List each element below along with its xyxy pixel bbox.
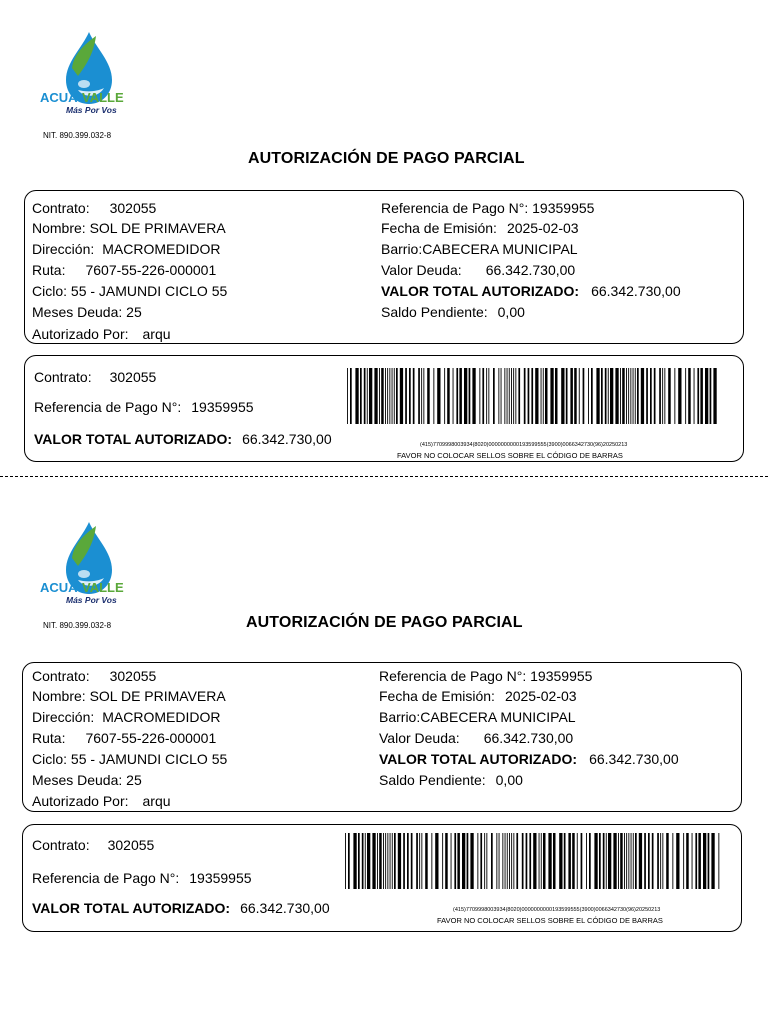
barcode-bar xyxy=(480,833,482,889)
autorizado-por-value: arqu xyxy=(142,326,171,342)
barcode-bar xyxy=(416,833,418,889)
barcode-bar xyxy=(633,833,634,889)
barcode-bar xyxy=(652,833,654,889)
barcode-bar xyxy=(685,368,686,424)
barcode-bar xyxy=(398,833,401,889)
barcode-bar xyxy=(676,833,679,889)
barcode-bar xyxy=(392,368,393,424)
barcode-bar xyxy=(700,368,703,424)
barcode-bar xyxy=(507,833,508,889)
barcode-bar xyxy=(394,368,395,424)
ciclo-row: Ciclo: 55 - JAMUNDI CICLO 55 xyxy=(32,283,228,299)
barcode-bar xyxy=(626,368,627,424)
barcode-bar xyxy=(390,833,391,889)
barcode xyxy=(345,833,721,889)
barcode-bar xyxy=(586,833,587,889)
barcode-bar xyxy=(379,368,380,424)
barcode-bar xyxy=(394,833,396,889)
barcode-bar xyxy=(541,368,542,424)
barcode-bar xyxy=(482,368,484,424)
contrato-value: 302055 xyxy=(109,200,157,216)
barcode-bar xyxy=(630,368,631,424)
barcode-bar xyxy=(396,368,398,424)
barcode-bar xyxy=(407,833,409,889)
direccion-row: Dirección: MACROMEDIDOR xyxy=(32,241,221,257)
barcode-bar xyxy=(364,368,366,424)
barcode-bar xyxy=(603,833,605,889)
barcode-bar xyxy=(418,368,420,424)
payment-authorization-copy-1 xyxy=(0,0,768,470)
barcode-bar xyxy=(579,368,580,424)
referencia-row: Referencia de Pago N°: 19359955 xyxy=(381,200,595,216)
valor-total-row: VALOR TOTAL AUTORIZADO: 66.342.730,00 xyxy=(381,283,681,299)
barcode-bar xyxy=(543,368,544,424)
barcode-bar xyxy=(674,368,675,424)
barcode-bar xyxy=(550,368,553,424)
barcode-bar xyxy=(513,833,514,889)
barcode xyxy=(347,368,717,424)
barcode-bar xyxy=(570,368,573,424)
barcode-bar xyxy=(411,833,413,889)
barcode-bar xyxy=(624,833,625,889)
barcode-bar xyxy=(659,368,661,424)
autorizado-por-row: Autorizado Por: arqu xyxy=(32,793,171,809)
barcode-bar xyxy=(541,833,542,889)
barcode-bar xyxy=(502,833,503,889)
barcode-bar xyxy=(606,833,607,889)
barcode-bar xyxy=(345,833,346,889)
barcode-bar xyxy=(425,833,428,889)
barcode-bar xyxy=(515,368,516,424)
company-nit: NIT. 890.399.032-8 xyxy=(43,131,112,140)
barcode-bar xyxy=(620,833,623,889)
barcode-bar xyxy=(387,833,388,889)
barcode-bar xyxy=(511,368,512,424)
barcode-bar xyxy=(539,833,540,889)
nombre-value: SOL DE PRIMAVERA xyxy=(89,220,226,236)
direccion-row: Dirección: MACROMEDIDOR xyxy=(32,709,221,725)
barcode-bar xyxy=(518,368,520,424)
barcode-bar xyxy=(635,368,636,424)
barcode-bar xyxy=(686,833,689,889)
barrio-row: Barrio:CABECERA MUNICIPAL xyxy=(379,709,576,725)
payment-slip-box xyxy=(24,355,744,462)
barcode-bar xyxy=(633,368,634,424)
barcode-bar xyxy=(710,368,712,424)
barcode-bar xyxy=(688,368,691,424)
barcode-bar xyxy=(377,833,378,889)
barcode-bar xyxy=(379,833,382,889)
barcode-bar xyxy=(433,368,434,424)
barcode-bar xyxy=(456,368,458,424)
barcode-bar xyxy=(588,368,589,424)
barcode-bar xyxy=(486,368,487,424)
barcode-bar xyxy=(694,368,695,424)
barcode-bar xyxy=(369,368,372,424)
slip-contrato-row: Contrato: 302055 xyxy=(34,369,157,385)
valor-total-value: 66.342.730,00 xyxy=(591,283,681,299)
barcode-bar xyxy=(501,368,502,424)
barcode-bar xyxy=(431,833,432,889)
document-title: AUTORIZACIÓN DE PAGO PARCIAL xyxy=(248,150,525,167)
brand-tagline: Más Por Vos xyxy=(66,595,117,605)
slip-contrato-row: Contrato: 302055 xyxy=(32,837,155,853)
barcode-bar xyxy=(601,368,603,424)
barcode-bar xyxy=(457,833,460,889)
barcode-bar xyxy=(526,833,528,889)
barcode-bar xyxy=(499,833,500,889)
barcode-bar xyxy=(451,833,452,889)
barcode-bar xyxy=(513,368,514,424)
barcode-bar xyxy=(367,368,368,424)
barcode-number: (415)7709998003934(8020)0000000000193599555(3900)0066342730(96)20250213 xyxy=(453,907,661,913)
barcode-bar xyxy=(445,833,448,889)
barcode-bar xyxy=(692,833,693,889)
saldo-row: Saldo Pendiente: 0,00 xyxy=(381,304,525,320)
barcode-bar xyxy=(708,833,710,889)
barcode-bar xyxy=(683,833,684,889)
barcode-bar xyxy=(698,833,701,889)
barcode-bar xyxy=(654,368,656,424)
barcode-bar xyxy=(608,368,609,424)
barcode-bar xyxy=(355,368,358,424)
barcode-bar xyxy=(662,368,663,424)
barcode-bar xyxy=(385,833,386,889)
slip-referencia-row: Referencia de Pago N°: 19359955 xyxy=(34,399,254,415)
barcode-bar xyxy=(535,368,538,424)
barcode-bar xyxy=(646,368,648,424)
barcode-bar xyxy=(509,368,510,424)
barcode-bar xyxy=(347,368,348,424)
barcode-note: FAVOR NO COLOCAR SELLOS SOBRE EL CÓDIGO DE BARRAS xyxy=(437,916,663,925)
slip-referencia-row: Referencia de Pago N°: 19359955 xyxy=(32,870,252,886)
ruta-value: 7607-55-226-000001 xyxy=(85,262,217,278)
barcode-bar xyxy=(668,368,671,424)
barcode-bar xyxy=(498,368,499,424)
valor-deuda-row: Valor Deuda: 66.342.730,00 xyxy=(379,730,574,746)
barcode-bar xyxy=(594,833,597,889)
barcode-bar xyxy=(605,368,607,424)
barcode-bar xyxy=(672,833,673,889)
barcode-bar xyxy=(362,833,364,889)
barcode-bar xyxy=(529,833,531,889)
barcode-bar xyxy=(507,368,508,424)
barcode-bar xyxy=(564,833,566,889)
fecha-value: 2025-02-03 xyxy=(506,220,579,236)
barcode-bar xyxy=(555,368,558,424)
barcode-bar xyxy=(348,833,350,889)
barcode-bar xyxy=(703,833,706,889)
barcode-bar xyxy=(479,368,480,424)
barcode-bar xyxy=(367,833,370,889)
valor-deuda-row: Valor Deuda: 66.342.730,00 xyxy=(381,262,576,278)
brand-acua: ACUA xyxy=(40,90,78,105)
valor-total-row: VALOR TOTAL AUTORIZADO: 66.342.730,00 xyxy=(379,751,679,767)
nombre-row: Nombre: SOL DE PRIMAVERA xyxy=(32,220,226,236)
autorizado-por-row: Autorizado Por: arqu xyxy=(32,326,171,342)
barcode-bar xyxy=(583,368,585,424)
fecha-row: Fecha de Emisión: 2025-02-03 xyxy=(379,688,577,704)
barrio-value: CABECERA MUNICIPAL xyxy=(422,241,578,257)
barcode-note: FAVOR NO COLOCAR SELLOS SOBRE EL CÓDIGO DE BARRAS xyxy=(397,451,623,460)
referencia-row: Referencia de Pago N°: 19359955 xyxy=(379,668,593,684)
barcode-bar xyxy=(705,368,708,424)
barcode-bar xyxy=(462,833,465,889)
barcode-bar xyxy=(454,833,456,889)
direccion-value: MACROMEDIDOR xyxy=(102,241,221,257)
barcode-bar xyxy=(637,368,639,424)
barcode-bar xyxy=(599,833,601,889)
barcode-bar xyxy=(400,368,403,424)
barcode-bar xyxy=(553,833,556,889)
ciclo-value: 55 - JAMUNDI CICLO 55 xyxy=(70,283,228,299)
payment-authorization-copy-2 xyxy=(0,468,768,938)
barcode-bar xyxy=(574,368,577,424)
barrio-row: Barrio:CABECERA MUNICIPAL xyxy=(381,241,578,257)
barcode-bar xyxy=(413,368,415,424)
slip-valor-total-row: VALOR TOTAL AUTORIZADO: 66.342.730,00 xyxy=(34,431,332,447)
barcode-bar xyxy=(421,368,422,424)
barcode-bar xyxy=(350,368,352,424)
barcode-bar xyxy=(504,368,505,424)
barcode-bar xyxy=(666,833,669,889)
barcode-bar xyxy=(628,833,629,889)
barcode-bar xyxy=(711,833,714,889)
barcode-bar xyxy=(610,368,613,424)
barcode-bar xyxy=(713,368,716,424)
barcode-bar xyxy=(577,833,578,889)
barcode-bar xyxy=(635,833,637,889)
barcode-bar xyxy=(477,833,478,889)
barcode-bar xyxy=(360,368,362,424)
barcode-bar xyxy=(511,833,512,889)
barcode-bar xyxy=(509,833,510,889)
barcode-bar xyxy=(545,368,548,424)
barcode-bar xyxy=(613,833,616,889)
barcode-bar xyxy=(437,368,440,424)
brand-tagline: Más Por Vos xyxy=(66,105,117,115)
barcode-bar xyxy=(453,368,454,424)
barcode-bar xyxy=(435,833,438,889)
barcode-bar xyxy=(467,833,469,889)
barcode-bar xyxy=(470,833,473,889)
brand-valle: VALLE xyxy=(82,90,124,105)
barcode-bar xyxy=(528,368,530,424)
barcode-bar xyxy=(639,833,642,889)
barcode-bar xyxy=(657,833,659,889)
barcode-bar xyxy=(589,833,591,889)
brand-acua: ACUA xyxy=(40,580,78,595)
slip-valor-total-row: VALOR TOTAL AUTORIZADO: 66.342.730,00 xyxy=(32,900,330,916)
barcode-bar xyxy=(381,368,384,424)
barcode-bar xyxy=(631,833,632,889)
barcode-bar xyxy=(596,368,599,424)
payment-slip-box xyxy=(22,824,742,932)
barcode-bar xyxy=(648,833,650,889)
meses-deuda-value: 25 xyxy=(126,304,142,320)
barcode-bar xyxy=(496,833,497,889)
barcode-number: (415)7709998003934(8020)0000000000193599555(3900)0066342730(96)20250213 xyxy=(420,442,628,448)
barcode-bar xyxy=(718,833,719,889)
saldo-row: Saldo Pendiente: 0,00 xyxy=(379,772,523,788)
barcode-bar xyxy=(419,833,420,889)
barcode-bar xyxy=(372,833,375,889)
barcode-bar xyxy=(409,368,411,424)
barcode-bar xyxy=(660,833,661,889)
barcode-bar xyxy=(405,368,407,424)
meses-deuda-row: Meses Deuda: 25 xyxy=(32,772,142,788)
barcode-bar xyxy=(533,833,536,889)
meses-deuda-row: Meses Deuda: 25 xyxy=(32,304,142,320)
barcode-bar xyxy=(516,833,518,889)
barcode-bar xyxy=(374,368,377,424)
barcode-bar xyxy=(531,368,533,424)
barcode-bar xyxy=(427,368,430,424)
barcode-bar xyxy=(559,833,562,889)
company-nit: NIT. 890.399.032-8 xyxy=(43,621,112,630)
nombre-row: Nombre: SOL DE PRIMAVERA xyxy=(32,688,226,704)
barcode-bar xyxy=(697,368,699,424)
barcode-bar xyxy=(543,833,546,889)
valor-deuda-value: 66.342.730,00 xyxy=(485,262,576,278)
barcode-bar xyxy=(484,833,485,889)
barcode-bar xyxy=(568,833,571,889)
barcode-bar xyxy=(383,833,384,889)
barcode-bar xyxy=(620,368,621,424)
barcode-bar xyxy=(442,833,443,889)
barcode-bar xyxy=(387,368,388,424)
referencia-value: 19359955 xyxy=(532,200,595,216)
barcode-bar xyxy=(423,368,424,424)
barcode-bar xyxy=(469,368,471,424)
barcode-bar xyxy=(385,368,386,424)
barcode-bar xyxy=(662,833,663,889)
ruta-row: Ruta: 7607-55-226-000001 xyxy=(32,262,217,278)
barcode-bar xyxy=(447,368,450,424)
barcode-bar xyxy=(591,368,593,424)
barcode-bar xyxy=(628,368,629,424)
barcode-bar xyxy=(644,833,646,889)
barcode-bar xyxy=(491,833,493,889)
barcode-bar xyxy=(353,833,356,889)
barcode-bar xyxy=(561,368,564,424)
barcode-bar xyxy=(608,833,611,889)
barcode-bar xyxy=(358,833,360,889)
barcode-bar xyxy=(548,833,551,889)
ruta-row: Ruta: 7607-55-226-000001 xyxy=(32,730,217,746)
barcode-bar xyxy=(622,368,625,424)
barcode-bar xyxy=(365,833,366,889)
barcode-bar xyxy=(695,833,697,889)
barcode-bar xyxy=(505,833,506,889)
barcode-bar xyxy=(572,833,575,889)
details-box xyxy=(24,190,744,344)
acuavalle-logo xyxy=(34,518,144,608)
barcode-bar xyxy=(581,833,583,889)
barcode-bar xyxy=(389,368,390,424)
barcode-bar xyxy=(421,833,422,889)
barcode-bar xyxy=(641,368,644,424)
saldo-value: 0,00 xyxy=(497,304,525,320)
brand-valle: VALLE xyxy=(82,580,124,595)
barcode-bar xyxy=(472,368,475,424)
barcode-bar xyxy=(678,368,681,424)
ciclo-row: Ciclo: 55 - JAMUNDI CICLO 55 xyxy=(32,751,228,767)
barcode-bar xyxy=(459,368,462,424)
acuavalle-logo xyxy=(34,28,144,118)
barcode-bar xyxy=(566,368,568,424)
barcode-bar xyxy=(650,368,652,424)
barcode-bar xyxy=(524,368,526,424)
contrato-row: Contrato: 302055 xyxy=(32,668,157,684)
barcode-bar xyxy=(464,368,467,424)
barcode-bar xyxy=(618,833,619,889)
barcode-bar xyxy=(392,833,393,889)
barcode-bar xyxy=(664,368,665,424)
contrato-row: Contrato: 302055 xyxy=(32,200,157,216)
barcode-bar xyxy=(493,368,495,424)
barcode-bar xyxy=(615,368,618,424)
details-box xyxy=(22,662,742,812)
barcode-bar xyxy=(403,833,405,889)
barcode-bar xyxy=(522,833,524,889)
barcode-bar xyxy=(488,368,489,424)
barcode-bar xyxy=(486,833,487,889)
barcode-bar xyxy=(626,833,627,889)
fecha-row: Fecha de Emisión: 2025-02-03 xyxy=(381,220,579,236)
document-title: AUTORIZACIÓN DE PAGO PARCIAL xyxy=(246,614,523,631)
barcode-bar xyxy=(444,368,445,424)
